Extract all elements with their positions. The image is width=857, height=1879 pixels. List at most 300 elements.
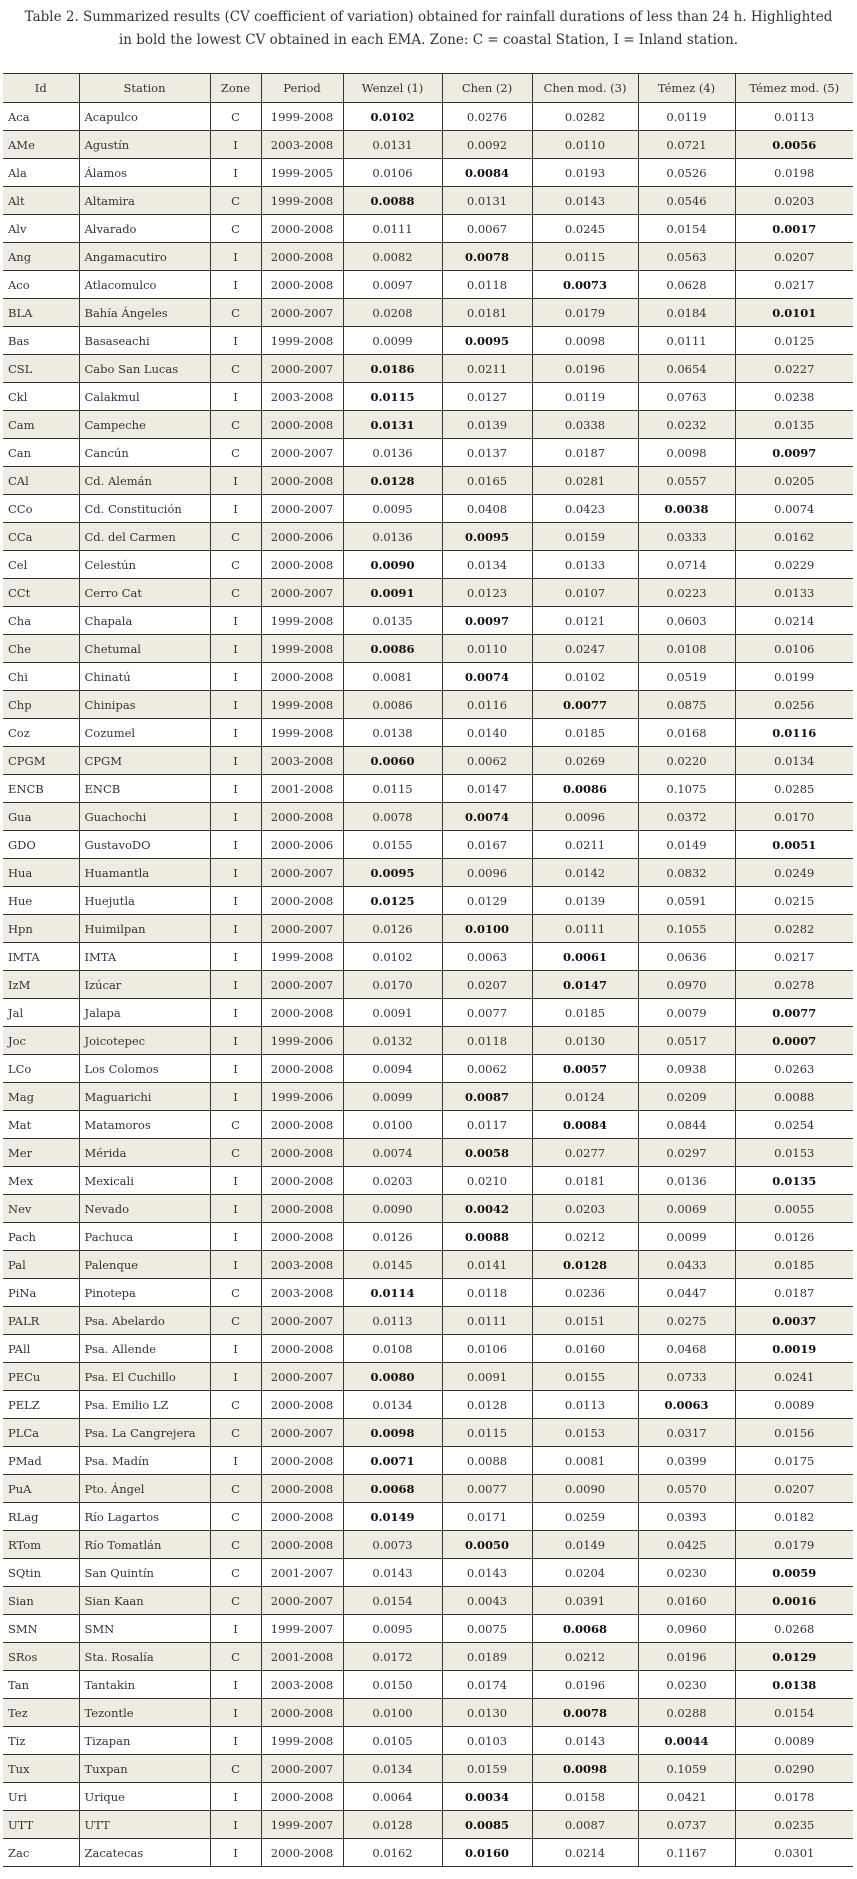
- cell-wenzel: 0.0132: [343, 1027, 442, 1055]
- table-row: [3, 1139, 853, 1167]
- cell-temez: 0.0399: [638, 1447, 735, 1475]
- cell-chen: 0.0063: [442, 943, 532, 971]
- cell-zone: C: [210, 1111, 261, 1139]
- cell-station: Jalapa: [79, 999, 210, 1027]
- cell-period: 1999-2008: [261, 1727, 343, 1755]
- cell-chen-mod: 0.0098: [532, 1755, 638, 1783]
- cell-id: AMe: [3, 131, 79, 159]
- cell-period: 2000-2007: [261, 299, 343, 327]
- cell-chen-mod: 0.0121: [532, 607, 638, 635]
- cell-zone: I: [210, 887, 261, 915]
- cell-period: 2003-2008: [261, 131, 343, 159]
- cell-period: 2000-2008: [261, 1783, 343, 1811]
- cell-temez: 0.0938: [638, 1055, 735, 1083]
- cell-period: 1999-2007: [261, 1811, 343, 1839]
- cell-temez-mod: 0.0101: [735, 299, 853, 327]
- cell-temez-mod: 0.0088: [735, 1083, 853, 1111]
- cell-chen-mod: 0.0111: [532, 915, 638, 943]
- cell-station: Tezontle: [79, 1699, 210, 1727]
- cell-zone: I: [210, 663, 261, 691]
- cell-chen-mod: 0.0158: [532, 1783, 638, 1811]
- cell-temez-mod: 0.0268: [735, 1615, 853, 1643]
- cell-zone: I: [210, 943, 261, 971]
- cell-wenzel: 0.0086: [343, 691, 442, 719]
- cell-chen-mod: 0.0277: [532, 1139, 638, 1167]
- cell-chen: 0.0087: [442, 1083, 532, 1111]
- cell-temez: 0.0119: [638, 103, 735, 131]
- cell-chen: 0.0110: [442, 635, 532, 663]
- cell-chen-mod: 0.0391: [532, 1587, 638, 1615]
- cell-temez-mod: 0.0129: [735, 1643, 853, 1671]
- cell-temez: 0.0209: [638, 1083, 735, 1111]
- cell-station: Río Tomatlán: [79, 1531, 210, 1559]
- cell-temez-mod: 0.0059: [735, 1559, 853, 1587]
- table-row: [3, 1447, 853, 1475]
- cell-zone: I: [210, 1811, 261, 1839]
- cell-zone: I: [210, 383, 261, 411]
- cell-id: Joc: [3, 1027, 79, 1055]
- cell-temez: 0.0099: [638, 1223, 735, 1251]
- cell-temez-mod: 0.0135: [735, 411, 853, 439]
- cell-zone: C: [210, 299, 261, 327]
- cell-chen: 0.0174: [442, 1671, 532, 1699]
- cell-station: Zacatecas: [79, 1839, 210, 1867]
- cell-station: Cozumel: [79, 719, 210, 747]
- cell-id: CCt: [3, 579, 79, 607]
- cell-period: 2000-2008: [261, 1335, 343, 1363]
- cell-chen-mod: 0.0068: [532, 1615, 638, 1643]
- cell-period: 2000-2006: [261, 831, 343, 859]
- cell-zone: C: [210, 103, 261, 131]
- cell-temez: 0.0832: [638, 859, 735, 887]
- cell-temez-mod: 0.0113: [735, 103, 853, 131]
- cell-wenzel: 0.0208: [343, 299, 442, 327]
- cell-zone: I: [210, 775, 261, 803]
- cell-station: Campeche: [79, 411, 210, 439]
- cell-wenzel: 0.0088: [343, 187, 442, 215]
- table-row: [3, 831, 853, 859]
- cell-chen: 0.0139: [442, 411, 532, 439]
- cell-wenzel: 0.0203: [343, 1167, 442, 1195]
- cell-chen-mod: 0.0193: [532, 159, 638, 187]
- cell-chen: 0.0134: [442, 551, 532, 579]
- cell-chen: 0.0131: [442, 187, 532, 215]
- cell-wenzel: 0.0128: [343, 1811, 442, 1839]
- cell-temez-mod: 0.0055: [735, 1195, 853, 1223]
- cell-temez-mod: 0.0156: [735, 1419, 853, 1447]
- cell-chen-mod: 0.0087: [532, 1811, 638, 1839]
- cell-temez-mod: 0.0227: [735, 355, 853, 383]
- cell-zone: C: [210, 1307, 261, 1335]
- cell-station: Basaseachi: [79, 327, 210, 355]
- cell-chen: 0.0118: [442, 271, 532, 299]
- cell-id: GDO: [8, 837, 36, 852]
- cell-chen: 0.0067: [442, 215, 532, 243]
- table-row: [3, 383, 853, 411]
- cell-temez-mod: 0.0097: [735, 439, 853, 467]
- cell-id: Can: [8, 445, 32, 460]
- cell-temez: 0.0108: [638, 635, 735, 663]
- cell-wenzel: 0.0099: [343, 327, 442, 355]
- cell-id: Coz: [8, 725, 30, 740]
- cell-wenzel: 0.0102: [343, 943, 442, 971]
- cell-temez: 0.0288: [638, 1699, 735, 1727]
- cell-temez: 0.0168: [638, 719, 735, 747]
- cell-temez-mod: 0.0205: [735, 467, 853, 495]
- cell-zone: I: [210, 1615, 261, 1643]
- cell-zone: I: [210, 1167, 261, 1195]
- cell-wenzel: 0.0136: [343, 439, 442, 467]
- cell-chen-mod: 0.0149: [532, 1531, 638, 1559]
- cell-chen-mod: 0.0078: [532, 1699, 638, 1727]
- table-row: [3, 215, 853, 243]
- cell-id: Zac: [8, 1845, 30, 1860]
- cell-wenzel: 0.0149: [343, 1503, 442, 1531]
- cell-temez: 0.0636: [638, 943, 735, 971]
- cell-wenzel: 0.0134: [343, 1391, 442, 1419]
- cell-chen: 0.0077: [442, 999, 532, 1027]
- cell-period: 2000-2008: [261, 1139, 343, 1167]
- cell-station: Álamos: [79, 159, 210, 187]
- cell-temez-mod: 0.0198: [735, 159, 853, 187]
- cell-temez: 0.0136: [638, 1167, 735, 1195]
- cell-temez-mod: 0.0089: [735, 1391, 853, 1419]
- cell-temez-mod: 0.0263: [735, 1055, 853, 1083]
- cell-chen: 0.0211: [442, 355, 532, 383]
- cell-chen: 0.0207: [442, 971, 532, 999]
- cell-temez-mod: 0.0037: [735, 1307, 853, 1335]
- cell-station: Maguarichi: [79, 1083, 210, 1111]
- cell-period: 2000-2008: [261, 1167, 343, 1195]
- cell-chen-mod: 0.0203: [532, 1195, 638, 1223]
- cell-chen: 0.0115: [442, 1419, 532, 1447]
- cell-chen: 0.0143: [442, 1559, 532, 1587]
- cell-id: Ckl: [8, 389, 28, 404]
- cell-zone: I: [210, 1055, 261, 1083]
- cell-station: Huamantla: [79, 859, 210, 887]
- cell-id: Ala: [8, 165, 27, 180]
- table-row: [3, 187, 853, 215]
- cell-temez-mod: 0.0016: [735, 1587, 853, 1615]
- cell-zone: C: [210, 1503, 261, 1531]
- cell-chen-mod: 0.0282: [532, 103, 638, 131]
- cell-station: Psa. Allende: [79, 1335, 210, 1363]
- cell-temez-mod: 0.0170: [735, 803, 853, 831]
- cell-id: BLA: [3, 299, 79, 327]
- cell-temez: 0.0230: [638, 1671, 735, 1699]
- cell-temez-mod: 0.0106: [735, 635, 853, 663]
- cell-station: Psa. Madín: [79, 1447, 210, 1475]
- header-chen: Chen (2): [442, 74, 532, 103]
- cell-id: Uri: [8, 1789, 27, 1804]
- cell-id: Hua: [3, 859, 79, 887]
- table-row: [3, 1279, 853, 1307]
- cell-chen-mod: 0.0128: [532, 1251, 638, 1279]
- header-zone: Zone: [210, 74, 261, 103]
- cell-chen: 0.0140: [442, 719, 532, 747]
- cell-zone: C: [210, 1139, 261, 1167]
- cell-chen: 0.0088: [442, 1447, 532, 1475]
- cell-chen-mod: 0.0187: [532, 439, 638, 467]
- cell-wenzel: 0.0113: [343, 1307, 442, 1335]
- cell-period: 1999-2008: [261, 635, 343, 663]
- cell-period: 2000-2007: [261, 915, 343, 943]
- cell-chen-mod: 0.0143: [532, 187, 638, 215]
- cell-station: Urique: [79, 1783, 210, 1811]
- cell-temez: 0.0970: [638, 971, 735, 999]
- cell-temez: 0.0591: [638, 887, 735, 915]
- cell-period: 1999-2005: [261, 159, 343, 187]
- cell-chen: 0.0058: [442, 1139, 532, 1167]
- table-row: [3, 1811, 853, 1839]
- cell-chen-mod: 0.0107: [532, 579, 638, 607]
- cell-chen-mod: 0.0212: [532, 1223, 638, 1251]
- cell-wenzel: 0.0064: [343, 1783, 442, 1811]
- cell-station: Cerro Cat: [79, 579, 210, 607]
- cell-id: Jal: [8, 1005, 24, 1020]
- cell-zone: I: [210, 747, 261, 775]
- cell-temez-mod: 0.0215: [735, 887, 853, 915]
- cell-chen: 0.0123: [442, 579, 532, 607]
- table-row: [3, 411, 853, 439]
- cell-station: Los Colomos: [79, 1055, 210, 1083]
- cell-wenzel: 0.0136: [343, 523, 442, 551]
- header-chen-mod: Chen mod. (3): [532, 74, 638, 103]
- cell-temez: 0.0714: [638, 551, 735, 579]
- cell-chen: 0.0147: [442, 775, 532, 803]
- cell-chen: 0.0141: [442, 1251, 532, 1279]
- table-row: [3, 1419, 853, 1447]
- cell-chen: 0.0092: [442, 131, 532, 159]
- cell-chen-mod: 0.0245: [532, 215, 638, 243]
- cell-station: Joicotepec: [79, 1027, 210, 1055]
- cell-zone: I: [210, 271, 261, 299]
- cell-temez: 0.0038: [638, 495, 735, 523]
- cell-temez-mod: 0.0125: [735, 327, 853, 355]
- cell-period: 2000-2008: [261, 1503, 343, 1531]
- table-row: [3, 1587, 853, 1615]
- cell-temez-mod: 0.0162: [735, 523, 853, 551]
- header-temez-mod: Témez mod. (5): [735, 74, 853, 103]
- table-row: [3, 1699, 853, 1727]
- cell-id: RLag: [8, 1509, 39, 1524]
- cell-station: Agustín: [79, 131, 210, 159]
- cell-wenzel: 0.0138: [343, 719, 442, 747]
- cell-temez-mod: 0.0126: [735, 1223, 853, 1251]
- cell-zone: I: [210, 467, 261, 495]
- cell-period: 2000-2008: [261, 1531, 343, 1559]
- cell-station: Izúcar: [79, 971, 210, 999]
- cell-wenzel: 0.0090: [343, 551, 442, 579]
- cell-wenzel: 0.0097: [343, 271, 442, 299]
- cell-wenzel: 0.0162: [343, 1839, 442, 1867]
- cell-temez: 0.0546: [638, 187, 735, 215]
- cell-wenzel: 0.0143: [343, 1559, 442, 1587]
- cell-wenzel: 0.0102: [343, 103, 442, 131]
- table-row: [3, 103, 853, 131]
- cell-zone: I: [210, 1363, 261, 1391]
- cell-wenzel: 0.0154: [343, 1587, 442, 1615]
- cell-temez: 0.0517: [638, 1027, 735, 1055]
- cell-zone: I: [210, 1251, 261, 1279]
- cell-chen-mod: 0.0113: [532, 1391, 638, 1419]
- table-row: [3, 159, 853, 187]
- cell-period: 2000-2007: [261, 439, 343, 467]
- cell-temez: 0.0223: [638, 579, 735, 607]
- cell-id: Che: [3, 635, 79, 663]
- cell-temez-mod: 0.0217: [735, 271, 853, 299]
- cell-chen: 0.0111: [442, 1307, 532, 1335]
- table-row: [3, 999, 853, 1027]
- cell-chen-mod: 0.0115: [532, 243, 638, 271]
- cell-id: ENCB: [8, 781, 44, 796]
- cell-chen-mod: 0.0096: [532, 803, 638, 831]
- table-body: [3, 103, 853, 1867]
- cell-chen: 0.0137: [442, 439, 532, 467]
- table-row: [3, 1671, 853, 1699]
- table-row: [3, 1643, 853, 1671]
- header-station: Station: [79, 74, 210, 103]
- table-row: [3, 887, 853, 915]
- cell-temez-mod: 0.0154: [735, 1699, 853, 1727]
- cell-chen: 0.0210: [442, 1167, 532, 1195]
- cell-id: CSL: [3, 355, 79, 383]
- cell-temez-mod: 0.0207: [735, 243, 853, 271]
- cell-chen-mod: 0.0160: [532, 1335, 638, 1363]
- cell-wenzel: 0.0106: [343, 159, 442, 187]
- cell-id: UTT: [3, 1811, 79, 1839]
- cell-chen-mod: 0.0061: [532, 943, 638, 971]
- cell-chen: 0.0096: [442, 859, 532, 887]
- cell-station: SMN: [79, 1615, 210, 1643]
- cell-chen-mod: 0.0124: [532, 1083, 638, 1111]
- cell-temez-mod: 0.0254: [735, 1111, 853, 1139]
- cell-zone: C: [210, 1391, 261, 1419]
- cell-chen-mod: 0.0153: [532, 1419, 638, 1447]
- cell-chen: 0.0095: [442, 523, 532, 551]
- cell-temez-mod: 0.0056: [735, 131, 853, 159]
- cell-period: 2000-2008: [261, 215, 343, 243]
- cell-chen-mod: 0.0084: [532, 1111, 638, 1139]
- cell-temez: 0.0526: [638, 159, 735, 187]
- cell-period: 2000-2007: [261, 859, 343, 887]
- cell-wenzel: 0.0134: [343, 1755, 442, 1783]
- table-row: [3, 1531, 853, 1559]
- cell-id: CPGM: [3, 747, 79, 775]
- cell-chen-mod: 0.0211: [532, 831, 638, 859]
- cell-chen-mod: 0.0073: [532, 271, 638, 299]
- table-row: [3, 943, 853, 971]
- cell-chen: 0.0095: [442, 327, 532, 355]
- caption-line-1: Table 2. Summarized results (CV coefficient of variation) obtained for rainfall durations of less than 24 h. Highlighted: [24, 9, 833, 25]
- header-id: Id: [3, 74, 79, 103]
- table-row: [3, 691, 853, 719]
- cell-period: 2000-2008: [261, 243, 343, 271]
- table-row: [3, 299, 853, 327]
- cell-station: Psa. Emilio LZ: [79, 1391, 210, 1419]
- cell-chen-mod: 0.0281: [532, 467, 638, 495]
- cell-period: 2000-2007: [261, 1307, 343, 1335]
- cell-id: Pal: [3, 1251, 79, 1279]
- cell-zone: C: [210, 1531, 261, 1559]
- cell-wenzel: 0.0091: [343, 999, 442, 1027]
- cell-temez-mod: 0.0285: [735, 775, 853, 803]
- cell-id: SMN: [8, 1621, 38, 1636]
- cell-id: Hue: [8, 893, 33, 908]
- cell-wenzel: 0.0170: [343, 971, 442, 999]
- cell-period: 2001-2008: [261, 1643, 343, 1671]
- cell-id: Mex: [8, 1173, 34, 1188]
- cell-temez-mod: 0.0217: [735, 943, 853, 971]
- cell-period: 2001-2008: [261, 775, 343, 803]
- cell-station: Tuxpan: [79, 1755, 210, 1783]
- cell-zone: C: [210, 355, 261, 383]
- cell-period: 2000-2007: [261, 495, 343, 523]
- cell-chen-mod: 0.0259: [532, 1503, 638, 1531]
- table-row: [3, 1363, 853, 1391]
- cell-temez: 0.1167: [638, 1839, 735, 1867]
- cell-chen-mod: 0.0212: [532, 1643, 638, 1671]
- cell-chen: 0.0074: [442, 803, 532, 831]
- cell-wenzel: 0.0108: [343, 1335, 442, 1363]
- cell-zone: I: [210, 999, 261, 1027]
- cell-id: Tux: [3, 1755, 79, 1783]
- cell-wenzel: 0.0068: [343, 1475, 442, 1503]
- cell-period: 2000-2008: [261, 467, 343, 495]
- cell-station: Cd. del Carmen: [79, 523, 210, 551]
- cell-chen: 0.0074: [442, 663, 532, 691]
- cell-zone: C: [210, 579, 261, 607]
- cell-temez: 0.0196: [638, 1643, 735, 1671]
- cell-zone: I: [210, 1083, 261, 1111]
- table-row: [3, 719, 853, 747]
- cell-chen-mod: 0.0133: [532, 551, 638, 579]
- cell-chen: 0.0084: [442, 159, 532, 187]
- cell-chen-mod: 0.0143: [532, 1727, 638, 1755]
- cell-station: Alvarado: [79, 215, 210, 243]
- table-row: [3, 1615, 853, 1643]
- cell-wenzel: 0.0115: [343, 775, 442, 803]
- cell-wenzel: 0.0078: [343, 803, 442, 831]
- cell-wenzel: 0.0099: [343, 1083, 442, 1111]
- cell-period: 2000-2007: [261, 579, 343, 607]
- cell-temez: 0.1055: [638, 915, 735, 943]
- cell-chen-mod: 0.0214: [532, 1839, 638, 1867]
- cell-zone: I: [210, 719, 261, 747]
- cell-temez-mod: 0.0301: [735, 1839, 853, 1867]
- table-row: [3, 327, 853, 355]
- cell-temez-mod: 0.0138: [735, 1671, 853, 1699]
- cell-wenzel: 0.0172: [343, 1643, 442, 1671]
- cell-wenzel: 0.0095: [343, 1615, 442, 1643]
- cell-station: Palenque: [79, 1251, 210, 1279]
- cell-zone: I: [210, 971, 261, 999]
- cell-station: Sian Kaan: [79, 1587, 210, 1615]
- cell-id: Cam: [3, 411, 79, 439]
- caption-line-2: in bold the lowest CV obtained in each EMA. Zone: C = coastal Station, I = Inland station.: [118, 32, 739, 48]
- cell-chen-mod: 0.0155: [532, 1363, 638, 1391]
- cell-temez-mod: 0.0116: [735, 719, 853, 747]
- cell-temez: 0.0275: [638, 1307, 735, 1335]
- cell-station: GustavoDO: [79, 831, 210, 859]
- cell-period: 2003-2008: [261, 383, 343, 411]
- cell-chen: 0.0276: [442, 103, 532, 131]
- cell-temez: 0.0393: [638, 1503, 735, 1531]
- table-row: [3, 1195, 853, 1223]
- cell-temez: 0.0232: [638, 411, 735, 439]
- cell-temez-mod: 0.0135: [735, 1167, 853, 1195]
- cell-zone: I: [210, 607, 261, 635]
